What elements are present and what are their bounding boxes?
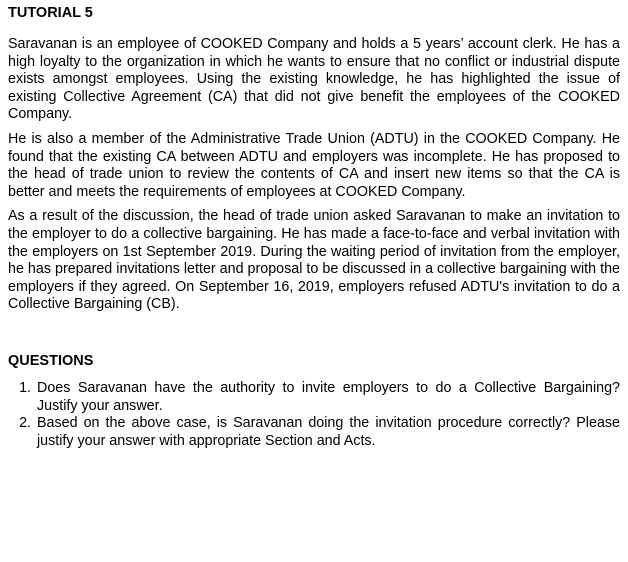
question-item-1: 1. Does Saravanan have the authority to invite employers to do a Collective Bargaining? Justify your answer. (35, 380, 620, 415)
question-item-2: 2. Based on the above case, is Saravanan doing the invitation procedure correctly? Please justify your answer with appropriate Section and Acts. (35, 415, 620, 450)
questions-list (8, 380, 620, 450)
page-title: TUTORIAL 5 (8, 5, 93, 21)
questions-heading: QUESTIONS (8, 352, 94, 369)
case-paragraph-3: As a result of the discussion, the head of trade union asked Saravanan to make an invitation to the employer to do a collective bargaining. He has made a face-to-face and verbal invitation with the employers on 1st September 2019. During the waiting period of invitation from the employer, he has prepared invitations letter and proposal to be discussed in a collective bargaining with the employers if they agreed. On September 16, 2019, employers refused ADTU's invitation to do a Collective Bargaining (CB). (8, 208, 620, 313)
case-paragraph-2: He is also a member of the Administrative Trade Union (ADTU) in the COOKED Company. He found that the existing CA between ADTU and employers was incomplete. He has proposed to the head of trade union to review the contents of CA and insert new items so that the CA is better and meets the requirements of employees at COOKED Company. (8, 130, 620, 200)
case-paragraph-1: Saravanan is an employee of COOKED Company and holds a 5 years’ account clerk. He has a high loyalty to the organization in which he wants to ensure that no conflict or industrial dispute exists amongst employees. Using the existing knowledge, he has highlighted the issue of existing Collective Agreement (CA) that did not give benefit the employees of the COOKED Company. (8, 36, 620, 123)
